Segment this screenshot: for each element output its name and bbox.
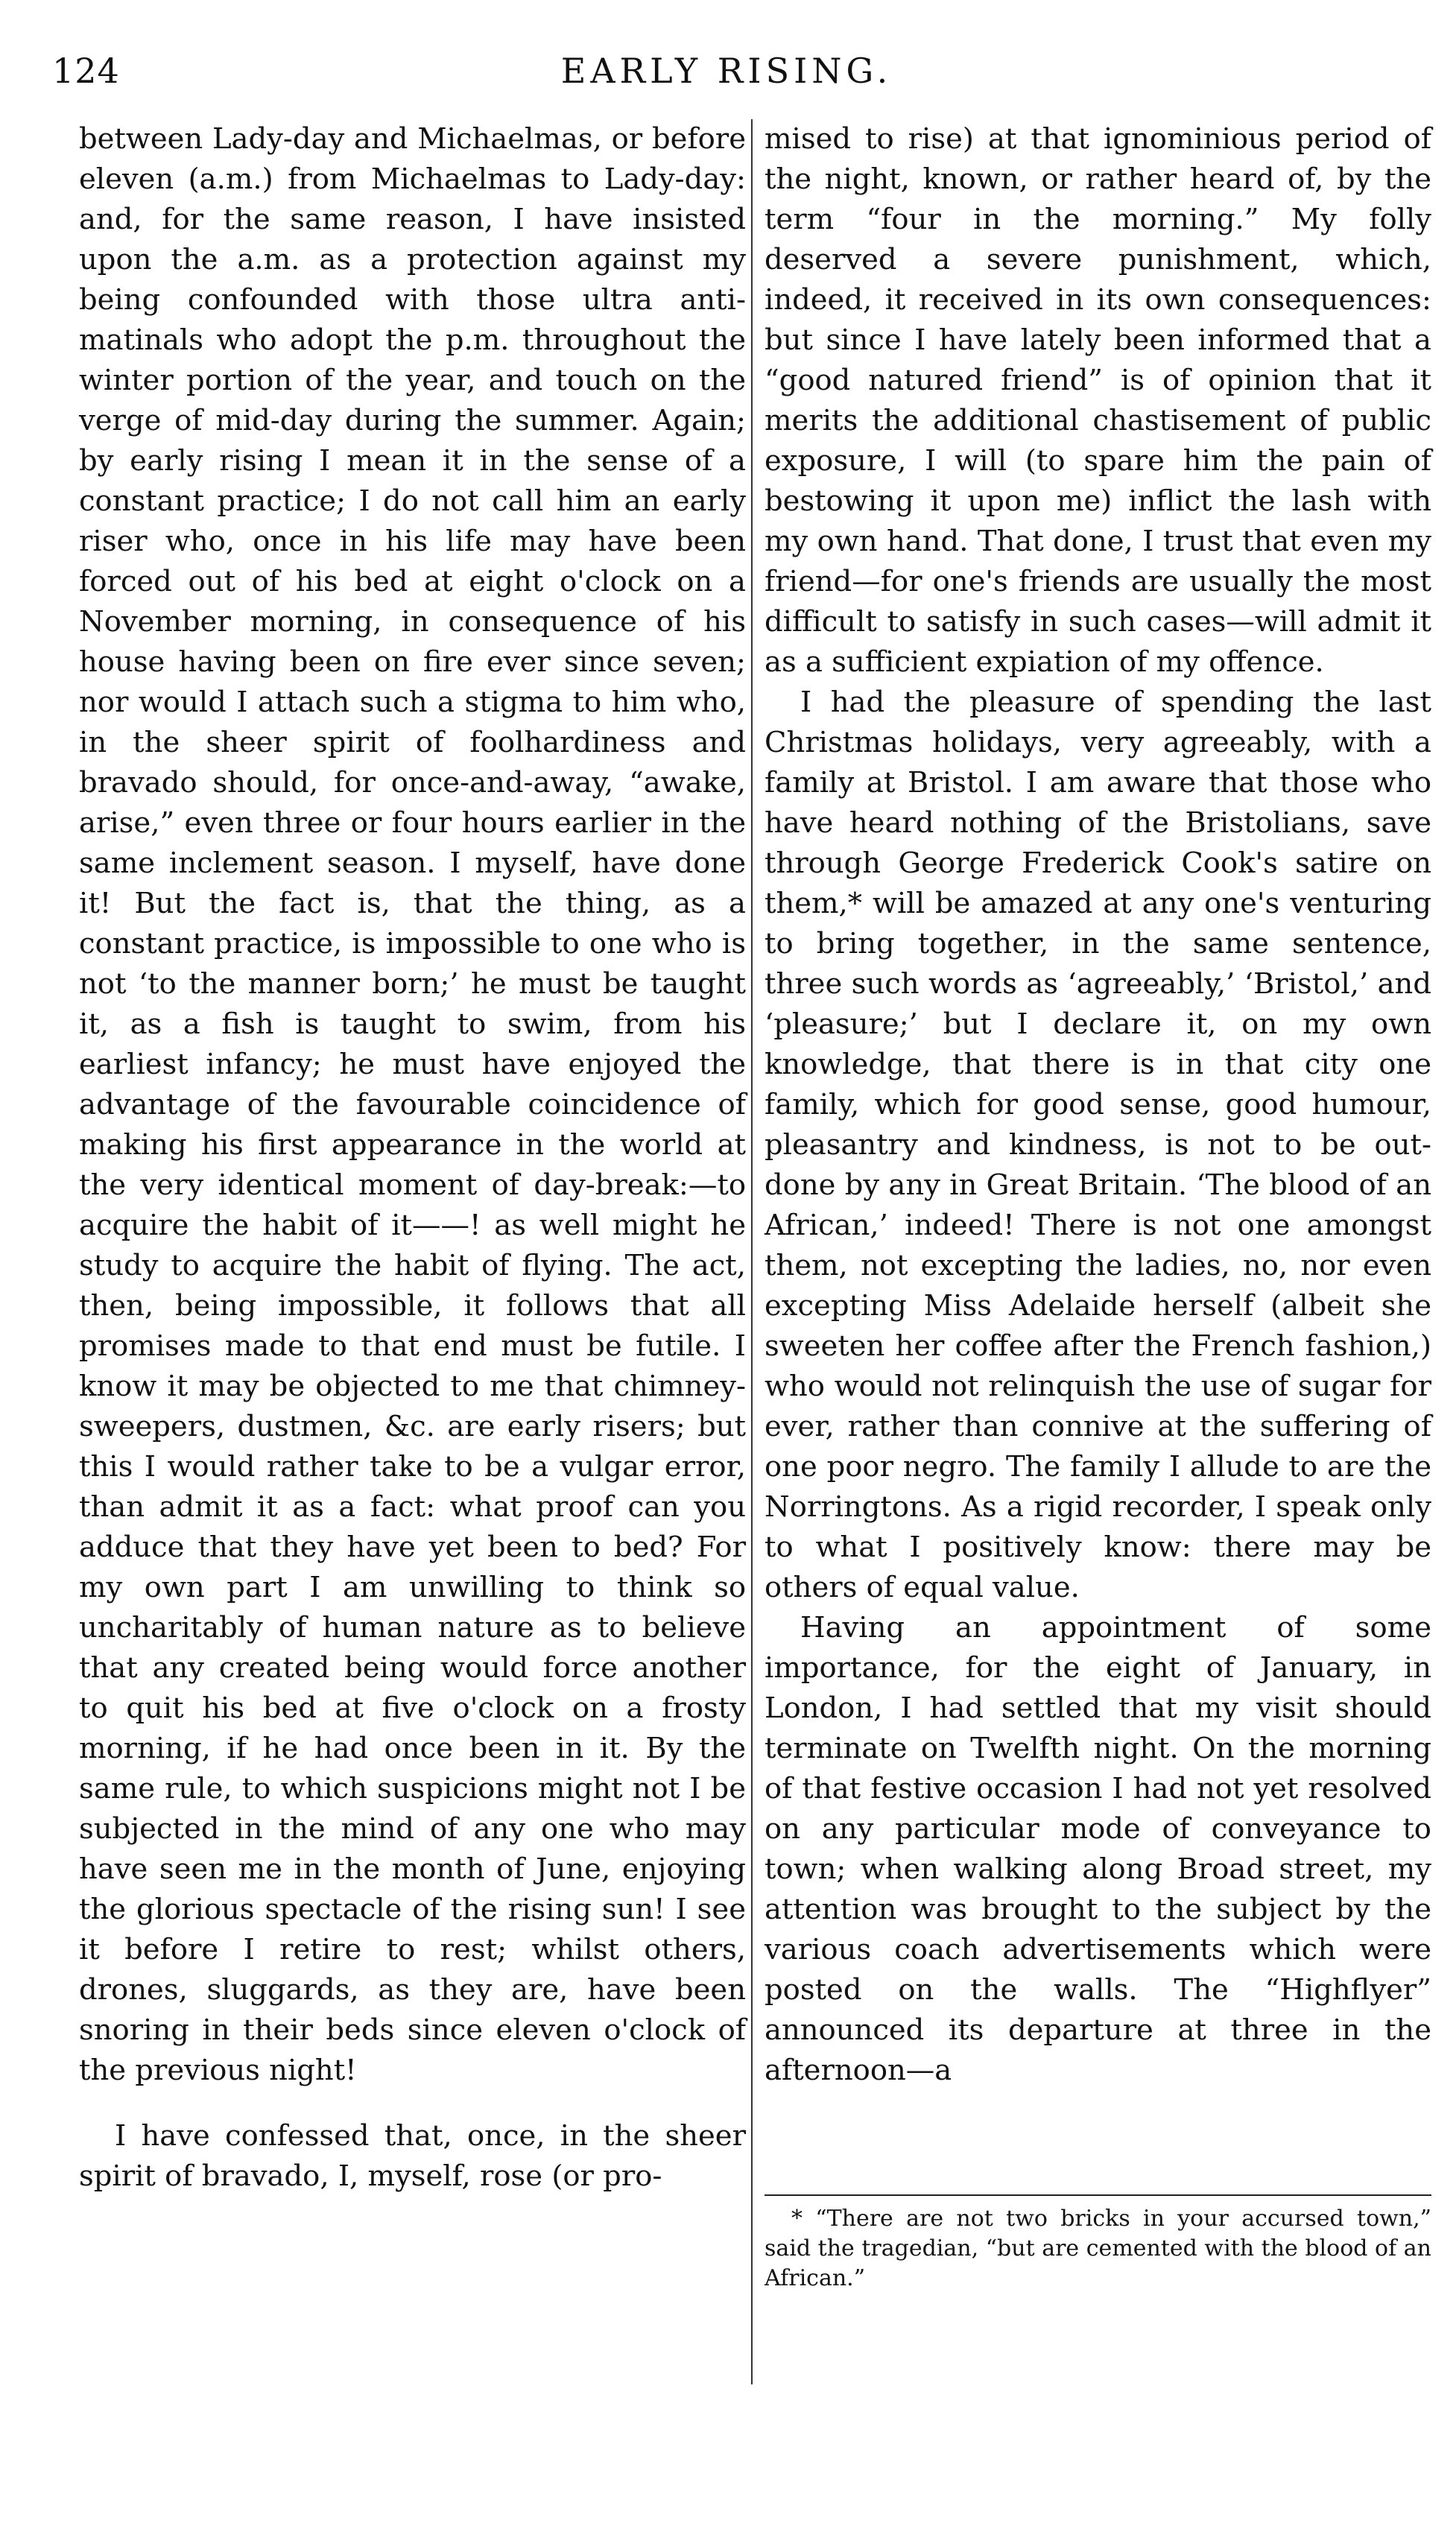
right-paragraph-1: mised to rise) at that ignominious period of the night, known, or rather heard of, by the term “four in the morning.” My folly deserved a severe punishment, which, indeed, it received in its own consequences: but since I have lately been informed that a “good natured friend” is of opinion that it merits the additional chastisement of public exposure, I will (to spare him the pain of bestowing it upon me) inflict the lash with my own hand. That done, I trust that even my friend—for one's friends are usually the most difficult to satisfy in such cases—will admit it as a sufficient expiation of my offence. — [765, 122, 1431, 679]
running-head — [52, 43, 1401, 103]
running-title: EARLY RISING. — [560, 51, 893, 91]
right-paragraph-3: Having an appointment of some importance, for the eight of January, in London, I had settled that my visit should terminate on Twelfth night. On the morning of that festive occasion I had not yet resolved on any particular mode of conveyance to town; when walking along Broad street, my attention was brought to the subject by the various coach advertisements which were posted on the walls. The “Highflyer” announced its departure at three in the afternoon—a — [765, 1611, 1431, 2087]
footnote-rule — [765, 2194, 1431, 2196]
left-column — [79, 119, 746, 2197]
footnote: * “There are not two bricks in your accursed town,” said the tragedian, “but are cemented with the blood of an African.” — [765, 2206, 1431, 2291]
left-paragraph-1: between Lady-day and Michaelmas, or before eleven (a.m.) from Michaelmas to Lady-day: and, for the same reason, I have insisted upon the a.m. as a protection against my being confounded with those ultra anti-matinals who adopt the p.m. throughout the winter portion of the year, and touch on the verge of mid-day during the summer. Again; by early rising I mean it in the sense of a constant practice; I do not call him an early riser who, once in his life may have been forced out of his bed at eight o'clock on a November morning, in consequence of his house having been on fire ever since seven; nor would I attach such a stigma to him who, in the sheer spirit of foolhardiness and bravado should, for once-and-away, “awake, arise,” even three or four hours earlier in the same inclement season. I myself, have done it! But the fact is, that the thing, as a constant practice, is impossible to one who is not ‘to the manner born;’ he must be taught it, as a fish is taught to swim, from his earliest infancy; he must have enjoyed the advantage of the favourable coincidence of making his first appearance in the world at the very identical moment of day-break:—to acquire the habit of it——! as well might he study to acquire the habit of flying. The act, then, being impossible, it follows that all promises made to that end must be futile. I know it may be objected to me that chimney-sweepers, dustmen, &c. are early risers; but this I would rather take to be a vulgar error, than admit it as a fact: what proof can you adduce that they have yet been to bed? For my own part I am unwilling to think so uncharitably of human nature as to believe that any created being would force another to quit his bed at five o'clock on a frosty morning, if he had once been in it. By the same rule, to which suspicions might not I be subjected in the mind of any one who may have seen me in the month of June, enjoying the glorious spectacle of the rising sun! I see it before I retire to rest; whilst others, drones, sluggards, as they are, have been snoring in their beds since eleven o'clock of the previous night! — [79, 122, 746, 2087]
page-number: 124 — [52, 51, 120, 91]
left-paragraph-2: I have confessed that, once, in the sheer spirit of bravado, I, myself, rose (or pro- — [79, 2119, 746, 2193]
column-divider — [751, 119, 753, 2384]
right-paragraph-2: I had the pleasure of spending the last Christmas holidays, very agreeably, with a family at Bristol. I am aware that those who have heard nothing of the Bristolians, save through George Frederick Cook's satire on them,* will be amazed at any one's venturing to bring together, in the same sentence, three such words as ‘agreeably,’ ‘Bristol,’ and ‘pleasure;’ but I declare it, on my own knowledge, that there is in that city one family, which for good sense, good humour, pleasantry and kindness, is not to be out-done by any in Great Britain. ‘The blood of an African,’ indeed! There is not one amongst them, not excepting the ladies, no, nor even excepting Miss Adelaide herself (albeit she sweeten her coffee after the French fashion,) who would not relinquish the use of sugar for ever, rather than connive at the suffering of one poor negro. The family I allude to are the Norringtons. As a rigid recorder, I speak only to what I positively know: there may be others of equal value. — [765, 686, 1431, 1604]
right-column — [765, 119, 1431, 2091]
